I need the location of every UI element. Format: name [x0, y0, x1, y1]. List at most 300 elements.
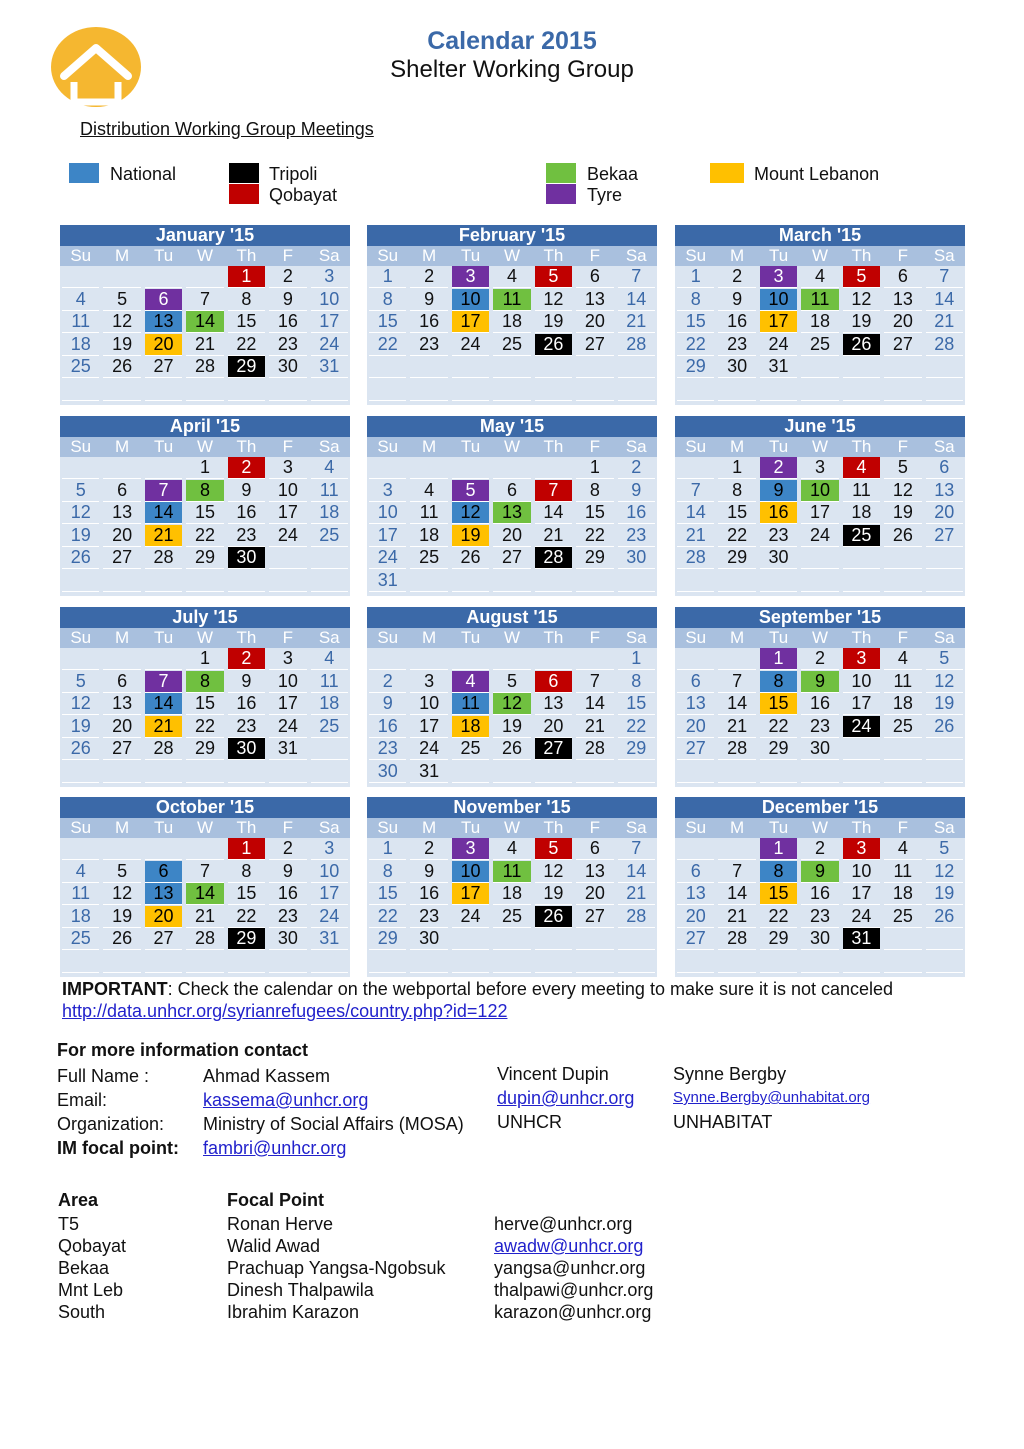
day-cell: 31: [311, 928, 348, 950]
day-cell: 16: [269, 883, 306, 905]
meeting-day-national: 8: [760, 861, 797, 883]
empty-cell: [843, 547, 880, 569]
day-cell: 12: [535, 289, 572, 311]
weekday-header: [367, 818, 657, 838]
weekday-label: Tu: [460, 437, 481, 456]
empty-cell: [884, 951, 921, 973]
empty-cell: [926, 761, 963, 783]
day-cell: 12: [103, 883, 140, 905]
day-cell: 14: [677, 502, 714, 524]
empty-cell: [576, 379, 613, 401]
empty-cell: [884, 547, 921, 569]
meeting-day-national: 14: [145, 502, 182, 524]
day-cell: 2: [718, 266, 755, 288]
empty-cell: [493, 379, 530, 401]
empty-cell: [228, 951, 265, 973]
legend-national: National: [110, 164, 177, 184]
day-cell: 8: [228, 861, 265, 883]
day-cell: 25: [62, 356, 99, 378]
day-cell: 18: [410, 525, 447, 547]
empty-cell: [535, 928, 572, 950]
day-cell: 4: [410, 480, 447, 502]
day-cell: 27: [576, 334, 613, 356]
empty-cell: [618, 951, 655, 973]
day-cell: 7: [718, 861, 755, 883]
weekday-label: Tu: [460, 818, 481, 837]
day-cell: 29: [618, 738, 655, 760]
focal-email[interactable]: awadw@unhcr.org: [494, 1236, 644, 1256]
empty-cell: [62, 648, 99, 670]
day-cell: 5: [884, 457, 921, 479]
day-cell: 11: [884, 671, 921, 693]
day-cell: 24: [369, 547, 406, 569]
month-9: [675, 607, 965, 787]
meeting-day-qobayat: 2: [228, 457, 265, 479]
empty-cell: [269, 379, 306, 401]
meeting-day-national: 13: [145, 883, 182, 905]
meeting-day-mount: 21: [145, 716, 182, 738]
meeting-day-bekaa: 13: [493, 502, 530, 524]
day-cell: 30: [801, 928, 838, 950]
day-cell: 24: [452, 334, 489, 356]
day-cell: 2: [801, 838, 838, 860]
day-cell: 3: [269, 648, 306, 670]
empty-cell: [926, 570, 963, 592]
empty-cell: [801, 951, 838, 973]
day-cell: 6: [926, 457, 963, 479]
day-cell: 19: [62, 716, 99, 738]
empty-cell: [145, 570, 182, 592]
empty-cell: [618, 379, 655, 401]
day-cell: 28: [618, 334, 655, 356]
day-cell: 6: [677, 861, 714, 883]
empty-cell: [718, 951, 755, 973]
weekday-label: M: [730, 246, 745, 265]
section-title: Distribution Working Group Meetings: [80, 119, 374, 139]
weekday-label: F: [897, 818, 909, 837]
weekday-label: F: [282, 628, 294, 647]
weekday-label: Th: [851, 437, 872, 456]
meeting-day-bekaa: 10: [801, 480, 838, 502]
day-cell: 27: [677, 928, 714, 950]
empty-cell: [760, 379, 797, 401]
meeting-day-qobayat: 1: [228, 266, 265, 288]
empty-cell: [186, 266, 223, 288]
month-title: February '15: [367, 225, 657, 246]
empty-cell: [269, 761, 306, 783]
empty-cell: [410, 648, 447, 670]
day-grid: [60, 457, 350, 592]
day-cell: 11: [410, 502, 447, 524]
day-cell: 22: [760, 716, 797, 738]
weekday-header: [367, 246, 657, 266]
day-cell: 26: [62, 738, 99, 760]
day-cell: 23: [718, 334, 755, 356]
day-cell: 21: [718, 906, 755, 928]
label-full-name: Full Name :: [57, 1066, 150, 1086]
day-cell: 23: [228, 525, 265, 547]
empty-cell: [103, 761, 140, 783]
meeting-day-qobayat: 3: [843, 838, 880, 860]
day-cell: 20: [103, 716, 140, 738]
meeting-day-mount: 20: [145, 334, 182, 356]
weekday-label: Sa: [933, 818, 955, 837]
focal-area: South: [58, 1302, 106, 1322]
day-cell: 2: [618, 457, 655, 479]
day-grid: [675, 457, 965, 592]
day-cell: 6: [103, 671, 140, 693]
empty-cell: [452, 457, 489, 479]
webportal-link[interactable]: http://data.unhcr.org/syrianrefugees/country.php?id=122: [62, 1001, 508, 1021]
empty-cell: [269, 951, 306, 973]
meeting-day-tripoli: 30: [228, 547, 265, 569]
empty-cell: [535, 570, 572, 592]
day-cell: 6: [493, 480, 530, 502]
legend-tyre: Tyre: [587, 185, 623, 205]
contact1-im-link[interactable]: fambri@unhcr.org: [203, 1138, 347, 1158]
day-cell: 20: [926, 502, 963, 524]
empty-cell: [535, 356, 572, 378]
meeting-day-mount: 18: [452, 716, 489, 738]
day-cell: 20: [576, 311, 613, 333]
focal-name: Dinesh Thalpawila: [227, 1280, 374, 1300]
day-cell: 6: [103, 480, 140, 502]
day-cell: 13: [103, 693, 140, 715]
empty-cell: [103, 570, 140, 592]
meeting-day-qobayat: 6: [535, 671, 572, 693]
weekday-label: Sa: [318, 628, 340, 647]
empty-cell: [677, 379, 714, 401]
day-cell: 6: [677, 671, 714, 693]
empty-cell: [493, 648, 530, 670]
weekday-label: F: [589, 437, 601, 456]
empty-cell: [760, 570, 797, 592]
empty-cell: [926, 928, 963, 950]
legend-swatch-tyre: [546, 184, 576, 204]
weekday-label: Th: [851, 818, 872, 837]
month-title: April '15: [60, 416, 350, 437]
weekday-label: F: [282, 246, 294, 265]
day-cell: 22: [576, 525, 613, 547]
empty-cell: [677, 648, 714, 670]
weekday-label: Th: [543, 818, 564, 837]
day-cell: 30: [618, 547, 655, 569]
weekday-label: W: [503, 818, 520, 837]
weekday-label: Th: [543, 437, 564, 456]
day-cell: 9: [228, 671, 265, 693]
day-cell: 30: [369, 761, 406, 783]
day-cell: 12: [843, 289, 880, 311]
day-cell: 17: [311, 311, 348, 333]
empty-cell: [369, 379, 406, 401]
day-cell: 15: [618, 693, 655, 715]
day-cell: 1: [369, 838, 406, 860]
day-cell: 6: [576, 266, 613, 288]
weekday-label: M: [730, 818, 745, 837]
weekday-label: Tu: [768, 246, 789, 265]
meeting-day-mount: 17: [452, 311, 489, 333]
weekday-label: Tu: [153, 437, 174, 456]
meeting-day-bekaa: 14: [186, 311, 223, 333]
day-cell: 29: [718, 547, 755, 569]
empty-cell: [801, 570, 838, 592]
day-grid: [367, 648, 657, 783]
day-grid: [367, 457, 657, 592]
month-10: [60, 797, 350, 977]
empty-cell: [926, 951, 963, 973]
day-cell: 7: [186, 861, 223, 883]
weekday-header: [60, 628, 350, 648]
meeting-day-national: 10: [760, 289, 797, 311]
empty-cell: [311, 761, 348, 783]
empty-cell: [410, 379, 447, 401]
day-cell: 11: [884, 861, 921, 883]
weekday-label: F: [897, 246, 909, 265]
empty-cell: [103, 457, 140, 479]
day-cell: 28: [186, 928, 223, 950]
day-cell: 12: [884, 480, 921, 502]
day-cell: 14: [718, 883, 755, 905]
empty-cell: [186, 379, 223, 401]
day-cell: 12: [926, 671, 963, 693]
day-cell: 1: [576, 457, 613, 479]
empty-cell: [618, 356, 655, 378]
day-cell: 1: [369, 266, 406, 288]
day-cell: 15: [576, 502, 613, 524]
day-cell: 17: [410, 716, 447, 738]
empty-cell: [718, 838, 755, 860]
empty-cell: [576, 648, 613, 670]
month-12: [675, 797, 965, 977]
empty-cell: [493, 951, 530, 973]
meeting-day-qobayat: 4: [843, 457, 880, 479]
empty-cell: [801, 356, 838, 378]
day-cell: 13: [677, 883, 714, 905]
empty-cell: [576, 951, 613, 973]
day-cell: 14: [618, 289, 655, 311]
day-cell: 8: [677, 289, 714, 311]
empty-cell: [843, 379, 880, 401]
day-cell: 26: [103, 356, 140, 378]
day-cell: 27: [103, 547, 140, 569]
empty-cell: [884, 570, 921, 592]
weekday-header: [367, 437, 657, 457]
day-cell: 10: [843, 671, 880, 693]
empty-cell: [62, 761, 99, 783]
day-cell: 15: [186, 502, 223, 524]
day-cell: 26: [493, 738, 530, 760]
day-cell: 4: [62, 289, 99, 311]
contact3-email-link[interactable]: Synne.Bergby@unhabitat.org: [673, 1089, 871, 1106]
meeting-day-mount: 20: [145, 906, 182, 928]
day-cell: 21: [186, 906, 223, 928]
contact1-org: Ministry of Social Affairs (MOSA): [203, 1114, 464, 1134]
meeting-day-national: 10: [452, 861, 489, 883]
day-cell: 31: [369, 570, 406, 592]
day-cell: 13: [926, 480, 963, 502]
empty-cell: [452, 761, 489, 783]
weekday-header: [675, 246, 965, 266]
day-cell: 14: [618, 861, 655, 883]
day-grid: [675, 266, 965, 401]
month-title: August '15: [367, 607, 657, 628]
day-cell: 15: [677, 311, 714, 333]
day-cell: 25: [801, 334, 838, 356]
empty-cell: [760, 951, 797, 973]
day-cell: 25: [493, 334, 530, 356]
day-cell: 10: [843, 861, 880, 883]
empty-cell: [493, 928, 530, 950]
empty-cell: [186, 570, 223, 592]
meeting-day-tripoli: 26: [535, 906, 572, 928]
weekday-label: Th: [236, 437, 257, 456]
day-cell: 23: [801, 716, 838, 738]
empty-cell: [145, 379, 182, 401]
day-cell: 17: [311, 883, 348, 905]
day-cell: 20: [535, 716, 572, 738]
weekday-label: W: [811, 246, 828, 265]
day-cell: 15: [369, 311, 406, 333]
empty-cell: [884, 379, 921, 401]
weekday-label: F: [282, 818, 294, 837]
day-cell: 5: [103, 289, 140, 311]
empty-cell: [535, 951, 572, 973]
meeting-day-tyre: 3: [760, 266, 797, 288]
focal-email: karazon@unhcr.org: [494, 1302, 652, 1322]
meeting-day-bekaa: 8: [186, 480, 223, 502]
empty-cell: [618, 570, 655, 592]
day-cell: 29: [760, 738, 797, 760]
day-cell: 20: [884, 311, 921, 333]
day-cell: 8: [618, 671, 655, 693]
day-cell: 25: [311, 716, 348, 738]
day-cell: 4: [62, 861, 99, 883]
day-cell: 2: [269, 838, 306, 860]
empty-cell: [186, 838, 223, 860]
empty-cell: [410, 951, 447, 973]
meeting-day-bekaa: 11: [493, 861, 530, 883]
weekday-label: Su: [685, 818, 707, 837]
day-cell: 10: [311, 861, 348, 883]
empty-cell: [369, 648, 406, 670]
weekday-label: W: [811, 818, 828, 837]
empty-cell: [62, 457, 99, 479]
weekday-label: M: [115, 437, 130, 456]
month-3: [675, 225, 965, 405]
important-label: IMPORTANT: [62, 979, 168, 999]
contact2-email-link[interactable]: dupin@unhcr.org: [497, 1088, 635, 1108]
weekday-label: Sa: [933, 437, 955, 456]
day-cell: 16: [801, 693, 838, 715]
day-cell: 7: [926, 266, 963, 288]
empty-cell: [576, 761, 613, 783]
focal-area: Mnt Leb: [58, 1280, 124, 1300]
month-title: May '15: [367, 416, 657, 437]
month-title: July '15: [60, 607, 350, 628]
day-cell: 11: [843, 480, 880, 502]
empty-cell: [535, 379, 572, 401]
meeting-day-qobayat: 1: [228, 838, 265, 860]
weekday-label: Su: [685, 437, 707, 456]
day-cell: 27: [493, 547, 530, 569]
weekday-label: Su: [377, 246, 399, 265]
day-cell: 23: [228, 716, 265, 738]
empty-cell: [145, 457, 182, 479]
day-cell: 16: [269, 311, 306, 333]
legend-mount: Mount Lebanon: [754, 164, 880, 184]
page-title: Calendar 2015: [427, 27, 597, 55]
empty-cell: [186, 951, 223, 973]
weekday-label: Su: [70, 628, 92, 647]
weekday-label: M: [422, 818, 437, 837]
empty-cell: [843, 356, 880, 378]
day-cell: 28: [718, 928, 755, 950]
day-cell: 30: [760, 547, 797, 569]
day-cell: 31: [410, 761, 447, 783]
weekday-label: W: [196, 246, 213, 265]
meeting-day-mount: 15: [760, 883, 797, 905]
day-cell: 28: [576, 738, 613, 760]
day-cell: 19: [535, 311, 572, 333]
day-cell: 19: [103, 906, 140, 928]
day-cell: 9: [410, 861, 447, 883]
day-cell: 20: [493, 525, 530, 547]
day-cell: 9: [269, 289, 306, 311]
day-cell: 14: [576, 693, 613, 715]
day-cell: 19: [535, 883, 572, 905]
contact1-email-link[interactable]: kassema@unhcr.org: [203, 1090, 369, 1110]
day-cell: 13: [576, 861, 613, 883]
weekday-label: Su: [377, 818, 399, 837]
meeting-day-mount: 21: [145, 525, 182, 547]
day-cell: 3: [311, 266, 348, 288]
meeting-day-mount: 17: [452, 883, 489, 905]
empty-cell: [410, 570, 447, 592]
day-cell: 24: [269, 716, 306, 738]
meeting-day-bekaa: 14: [186, 883, 223, 905]
focal-area: Qobayat: [58, 1236, 127, 1256]
weekday-label: F: [589, 628, 601, 647]
day-cell: 3: [311, 838, 348, 860]
day-cell: 26: [884, 525, 921, 547]
empty-cell: [718, 570, 755, 592]
weekday-label: M: [422, 437, 437, 456]
day-cell: 17: [843, 693, 880, 715]
day-cell: 21: [926, 311, 963, 333]
empty-cell: [452, 379, 489, 401]
day-cell: 27: [926, 525, 963, 547]
month-5: [367, 416, 657, 596]
meeting-day-tyre: 4: [452, 671, 489, 693]
weekday-label: M: [115, 818, 130, 837]
empty-cell: [677, 951, 714, 973]
weekday-label: W: [503, 246, 520, 265]
day-cell: 15: [186, 693, 223, 715]
weekday-label: Su: [70, 246, 92, 265]
empty-cell: [228, 761, 265, 783]
day-cell: 9: [410, 289, 447, 311]
empty-cell: [62, 570, 99, 592]
weekday-label: W: [503, 628, 520, 647]
month-2: [367, 225, 657, 405]
legend-swatch-bekaa: [546, 163, 576, 183]
weekday-label: Th: [543, 246, 564, 265]
day-cell: 6: [884, 266, 921, 288]
day-cell: 18: [62, 334, 99, 356]
day-cell: 31: [269, 738, 306, 760]
empty-cell: [228, 570, 265, 592]
empty-cell: [493, 570, 530, 592]
